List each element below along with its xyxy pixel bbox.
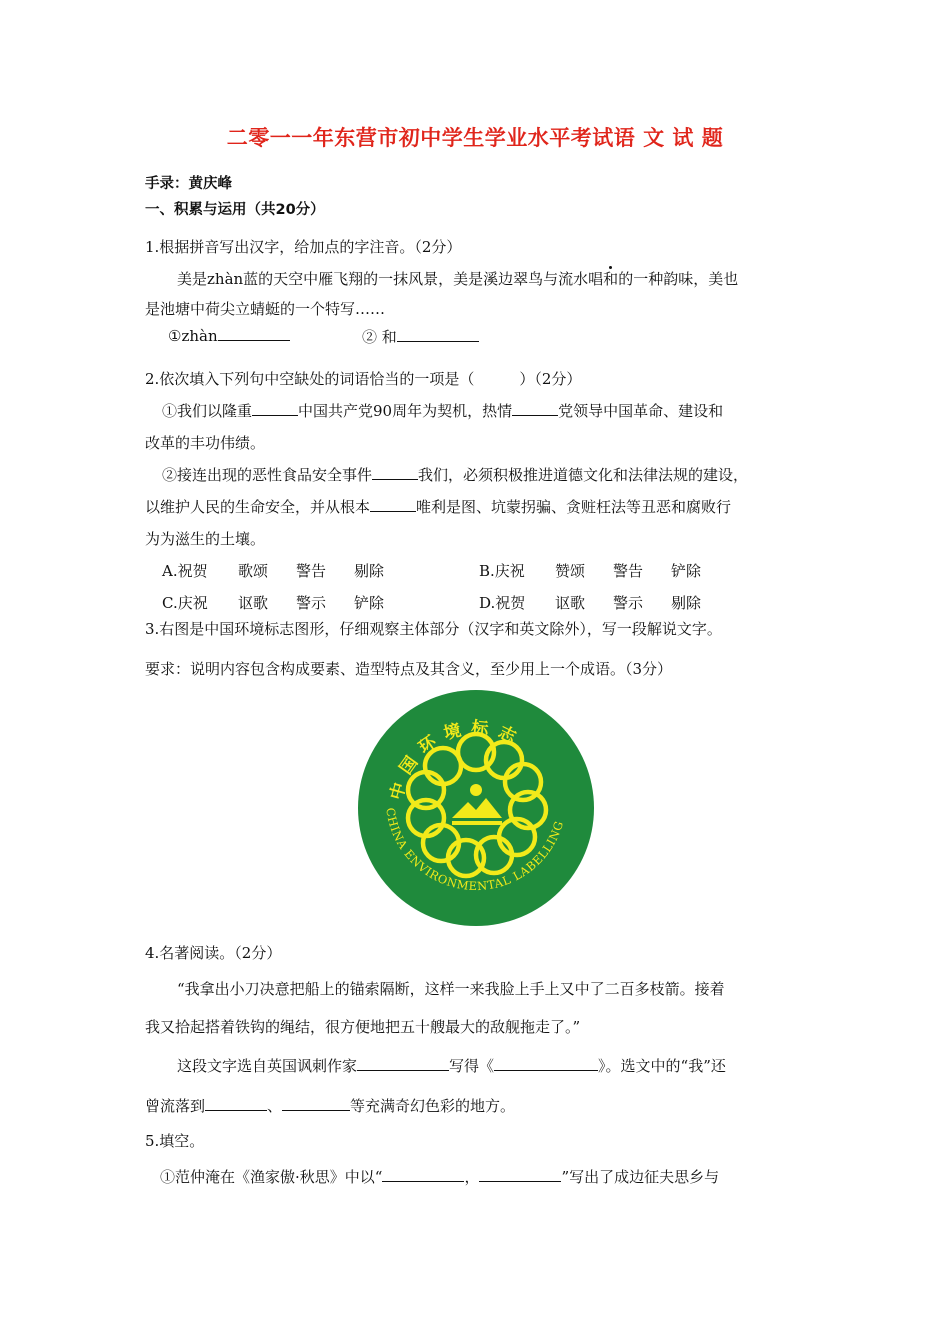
q4-stem: 4.名著阅读。（2分） [145,944,282,962]
answer-blank[interactable] [397,327,479,342]
q5-text-a: ①范仲淹在《渔家傲·秋思》中以“ [160,1168,383,1186]
q1-text-a: 美是zhàn蓝的天空中雁飞翔的一抹风景，美是溪边翠鸟与流水唱 [177,270,604,288]
option-word: 警告 [296,562,327,580]
q2-s2-text-c: 以维护人民的生命安全，并从根本 [145,498,371,516]
q5-text-c: ”写出了成边征夫思乡与 [561,1168,720,1186]
q1-blank-1-label: ①zhàn [168,327,218,345]
answer-blank[interactable] [372,465,418,480]
q4-text-f: 等充满奇幻色彩的地方。 [350,1097,516,1115]
answer-blank[interactable] [205,1096,267,1111]
q2-sentence1-line1 [162,400,723,421]
q2-option-b[interactable] [479,560,701,581]
option-word: 警示 [613,594,644,612]
option-word: D.祝贺 [479,594,526,612]
option-word: 讴歌 [555,594,586,612]
option-word: A.祝贺 [162,562,208,580]
option-word: 赞颂 [555,562,586,580]
q5-line1 [160,1166,719,1187]
q3-stem: 3.右图是中国环境标志图形，仔细观察主体部分（汉字和英文除外），写一段解说文字。 [145,620,722,638]
option-word: 剔除 [354,562,385,580]
option-word: C.庆祝 [162,594,208,612]
q1-text-b: 的一种韵味，美也 [618,270,739,288]
q4-text-b: 写得《 [449,1057,495,1075]
answer-blank[interactable] [512,401,558,416]
q4-text-a: 这段文字选自英国讽刺作家 [177,1057,358,1075]
option-word: 讴歌 [238,594,269,612]
q1-stem: 1.根据拼音写出汉字，给加点的字注音。（2分） [145,238,462,256]
q2-s1-text-b: 中国共产党90周年为契机，热情 [298,402,513,420]
q2-s2-text-b: 我们，必须积极推进道德文化和法律法规的建设， [418,466,749,484]
option-word: 警告 [613,562,644,580]
logo-chinese-text: 中国环境标志 [386,718,528,803]
china-environmental-label-logo [356,690,596,926]
q4-text-e: 、 [267,1097,283,1115]
q2-s1-text-a: ①我们以隆重 [162,402,253,420]
answer-blank[interactable] [494,1056,598,1071]
q5-text-b: ， [464,1168,480,1186]
answer-blank[interactable] [252,401,298,416]
answer-blank[interactable] [357,1056,449,1071]
option-word: B.庆祝 [479,562,525,580]
q1-passage-line1 [177,268,738,289]
author-line: 手录：黄庆峰 [145,176,232,192]
q2-sentence2-line2 [145,496,731,517]
q1-blank-2-label: ② 和 [362,328,397,346]
answer-blank[interactable] [382,1167,464,1182]
q2-s1-text-c: 党领导中国革命、建设和 [558,402,724,420]
q2-option-d[interactable] [479,592,701,613]
answer-blank[interactable] [479,1167,561,1182]
q1-dotted-char: 和 [603,270,619,288]
q4-quote-line2: 我又拾起搭着铁钩的绳结，很方便地把五十艘最大的敌舰拖走了。” [145,1018,581,1036]
q2-sentence1-line2: 改革的丰功伟绩。 [145,434,266,452]
option-word: 歌颂 [238,562,269,580]
q4-text-c: 》。选文中的“我”还 [598,1057,726,1075]
page-title: 二零一一年东营市初中学生学业水平考试语 文 试 题 [226,126,724,150]
q5-stem: 5.填空。 [145,1132,205,1150]
q4-question-line1 [177,1055,726,1076]
q3-requirement: 要求：说明内容包含构成要素、造型特点及其含义，至少用上一个成语。（3分） [145,660,673,678]
option-word: 铲除 [354,594,385,612]
section-heading: 一、积累与运用（共20分） [145,202,325,218]
q2-stem: 2.依次填入下列句中空缺处的词语恰当的一项是（ ）（2分） [145,370,582,388]
q1-blank-2 [362,326,479,347]
q2-option-c[interactable] [162,592,384,613]
q4-quote-line1: “我拿出小刀决意把船上的锚索隔断，这样一来我脸上手上又中了二百多枝箭。接着 [177,980,725,998]
q1-blank-1 [168,326,290,345]
q1-passage-line2: 是池塘中荷尖立蜻蜓的一个特写…… [145,300,386,318]
q2-s2-text-a: ②接连出现的恶性食品安全事件 [162,466,373,484]
q2-option-a[interactable] [162,560,384,581]
answer-blank[interactable] [218,326,290,341]
option-word: 警示 [296,594,327,612]
q4-text-d: 曾流落到 [145,1097,206,1115]
option-word: 铲除 [671,562,702,580]
logo-english-text: CHINA ENVIRONMENTAL LABELLING [383,806,567,894]
q2-sentence2-line1 [162,464,748,485]
option-word: 剔除 [671,594,702,612]
q4-question-line2 [145,1095,515,1116]
q2-s2-text-d: 唯利是图、坑蒙拐骗、贪赃枉法等丑恶和腐败行 [416,498,732,516]
answer-blank[interactable] [282,1096,350,1111]
q2-sentence2-line3: 为为滋生的土壤。 [145,530,266,548]
answer-blank[interactable] [370,497,416,512]
